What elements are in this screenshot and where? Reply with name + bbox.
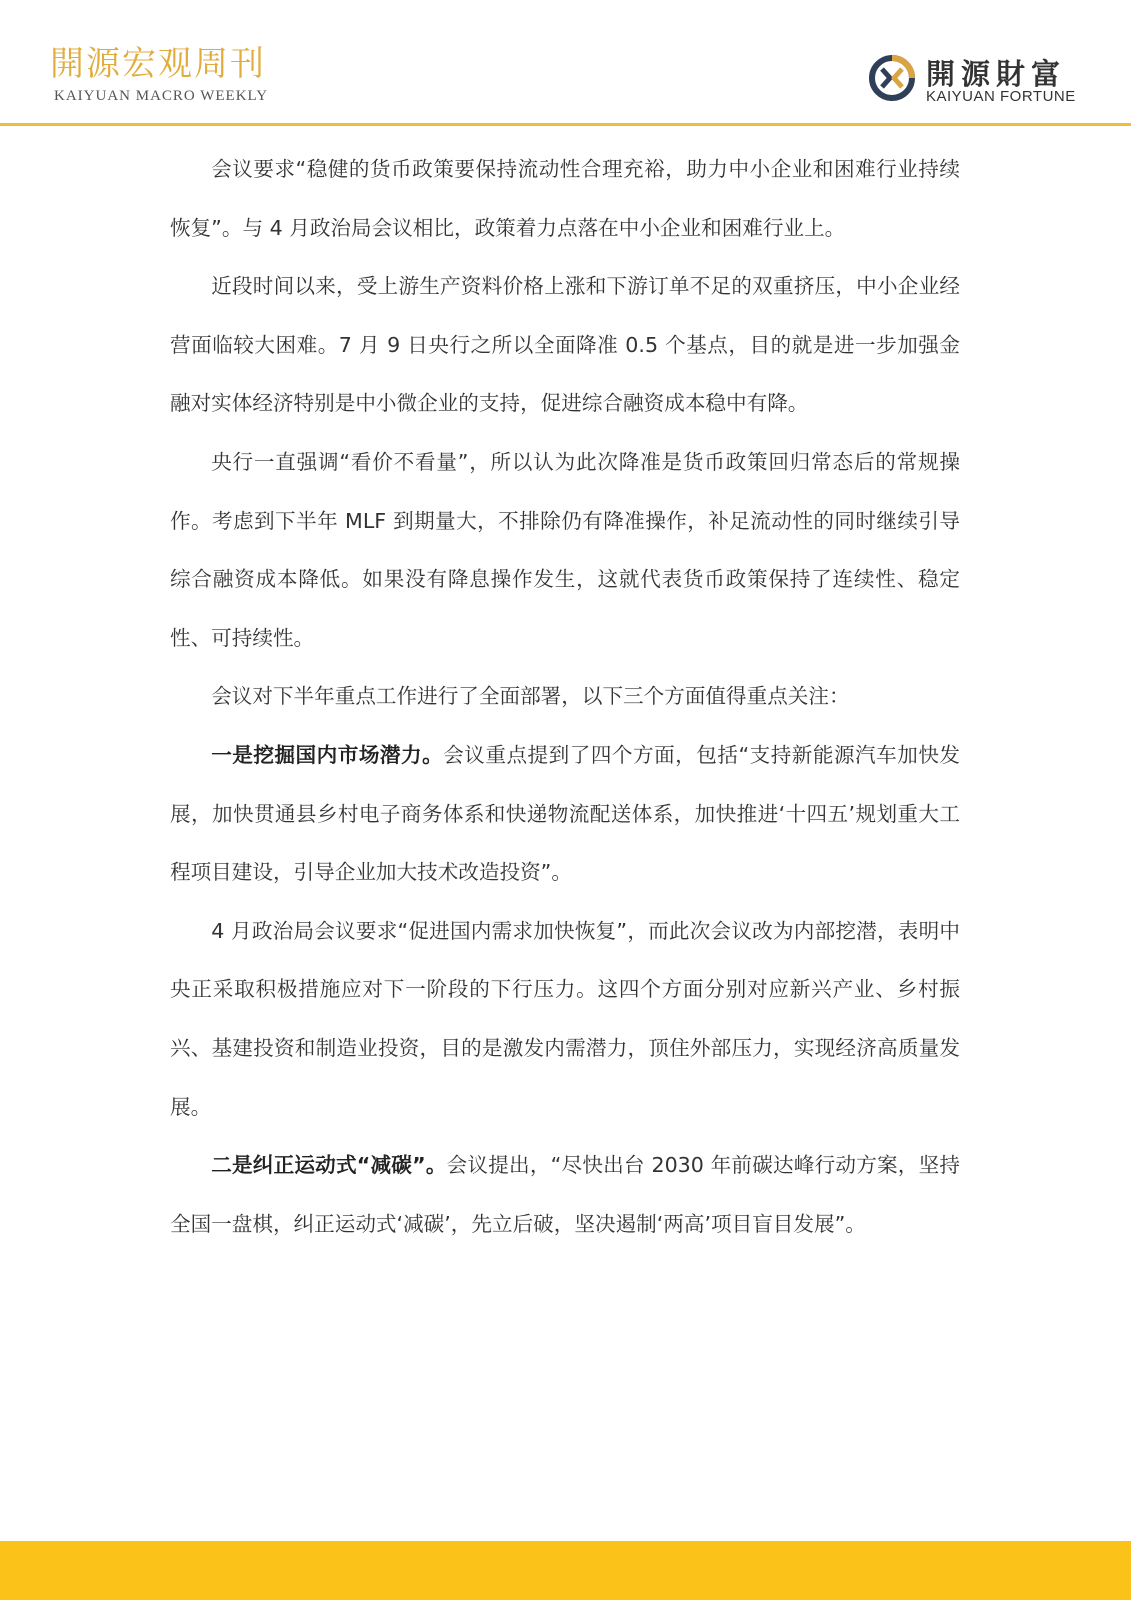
paragraph	[170, 1136, 960, 1253]
paragraph-text: 4 月政治局会议要求“促进国内需求加快恢复”，而此次会议改为内部挖潜，表明中央正采取积极措施应对下一阶段的下行压力。这四个方面分别对应新兴产业、乡村振兴、基建投资和制造业投资，目的是激发内需潜力，顶住外部压力，实现经济高质量发展。	[170, 918, 960, 1119]
paragraph-text: 会议要求“稳健的货币政策要保持流动性合理充裕，助力中小企业和困难行业持续恢复”。与 4 月政治局会议相比，政策着力点落在中小企业和困难行业上。	[170, 157, 960, 240]
paragraph-text: 会议提出，“尽快出台 2030 年前碳达峰行动方案，坚持全国一盘棋，纠正运动式‘减碳’，先立后破，坚决遏制‘两高’项目盲目发展”。	[170, 1153, 960, 1236]
logo-chinese-name: 開源財富	[926, 57, 1067, 91]
footer-bar	[0, 1541, 1131, 1600]
kaiyuan-fortune-logo	[868, 52, 1088, 106]
article-body	[170, 140, 960, 1253]
publication-title: 開源宏观周刊	[50, 44, 266, 84]
header-divider	[0, 123, 1131, 126]
paragraph	[170, 726, 960, 902]
publication-subtitle: KAIYUAN MACRO WEEKLY	[54, 88, 269, 104]
paragraph-lead: 一是挖掘国内市场潜力。	[211, 742, 444, 767]
logo-english-name: KAIYUAN FORTUNE	[926, 88, 1076, 105]
paragraph-lead: 二是纠正运动式“减碳”。	[211, 1153, 447, 1178]
paragraph-text: 近段时间以来，受上游生产资料价格上涨和下游订单不足的双重挤压，中小企业经营面临较大困难。7 月 9 日央行之所以全面降准 0.5 个基点，目的就是进一步加强金融对实体经济特别是中小微企业的支持，促进综合融资成本稳中有降。	[170, 274, 960, 416]
paragraph	[170, 140, 960, 257]
paragraph	[170, 433, 960, 667]
paragraph-text: 央行一直强调“看价不看量”，所以认为此次降准是货币政策回归常态后的常规操作。考虑到下半年 MLF 到期量大，不排除仍有降准操作，补足流动性的同时继续引导综合融资成本降低。如果没有降息操作发生，这就代表货币政策保持了连续性、稳定性、可持续性。	[170, 449, 960, 650]
page-header	[0, 0, 1131, 127]
paragraph-text: 会议重点提到了四个方面，包括“支持新能源汽车加快发展，加快贯通县乡村电子商务体系和快递物流配送体系，加快推进‘十四五’规划重大工程项目建设，引导企业加大技术改造投资”。	[170, 742, 961, 885]
paragraph	[170, 667, 960, 726]
logo-mark-icon	[868, 54, 916, 102]
paragraph	[170, 902, 960, 1136]
paragraph-text: 会议对下半年重点工作进行了全面部署，以下三个方面值得重点关注：	[211, 684, 850, 709]
paragraph	[170, 257, 960, 433]
